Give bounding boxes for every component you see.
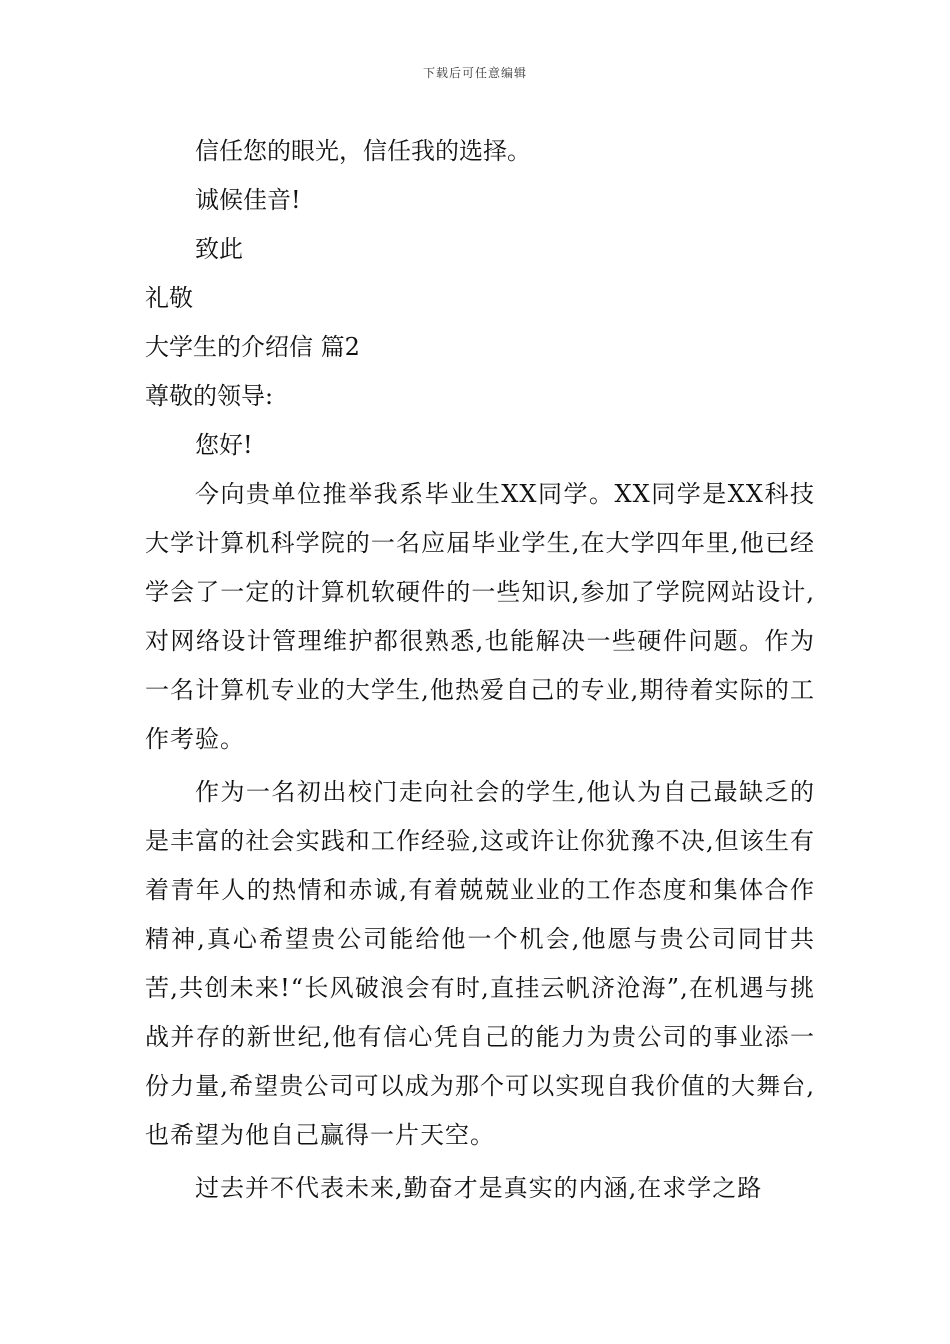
await-reply-line: 诚候佳音!: [195, 186, 301, 214]
paragraph-2: 作为一名初出校门走向社会的学生,他认为自己最缺乏的是丰富的社会实践和工作经验,这或许让你犹豫不决,但该生有着青年人的热情和赤诚,有着兢兢业业的工作态度和集体合作精神,真心希望贵公司能给他一个机会,他愿与贵公司同甘共苦,共创未来!“长风破浪会有时,直挂云帆济沧海”,在机遇与挑战并存的新世纪,他有信心凭自己的能力为贵公司的事业添一份力量,希望贵公司可以成为那个可以实现自我价值的大舞台,也希望为他自己赢得一片天空。: [145, 778, 815, 1149]
closing-line-2: 礼敬: [145, 284, 193, 312]
section-title: 大学生的介绍信 篇2: [145, 333, 360, 361]
page-header-note: 下载后可任意编辑: [422, 66, 527, 80]
document-body: [145, 127, 815, 1213]
paragraph-3: 过去并不代表未来,勤奋才是真实的内涵,在求学之路: [195, 1174, 763, 1202]
salutation: 尊敬的领导:: [145, 382, 274, 410]
greeting: 您好!: [195, 431, 253, 459]
trust-line: 信任您的眼光，信任我的选择。: [195, 137, 531, 165]
closing-line-1: 致此: [195, 235, 243, 263]
paragraph-1: 今向贵单位推举我系毕业生XX同学。XX同学是XX科技大学计算机科学院的一名应届毕业学生,在大学四年里,他已经学会了一定的计算机软硬件的一些知识,参加了学院网站设计,对网络设计管理维护都很熟悉,也能解决一些硬件问题。作为一名计算机专业的大学生,他热爱自己的专业,期待着实际的工作考验。: [145, 480, 815, 753]
